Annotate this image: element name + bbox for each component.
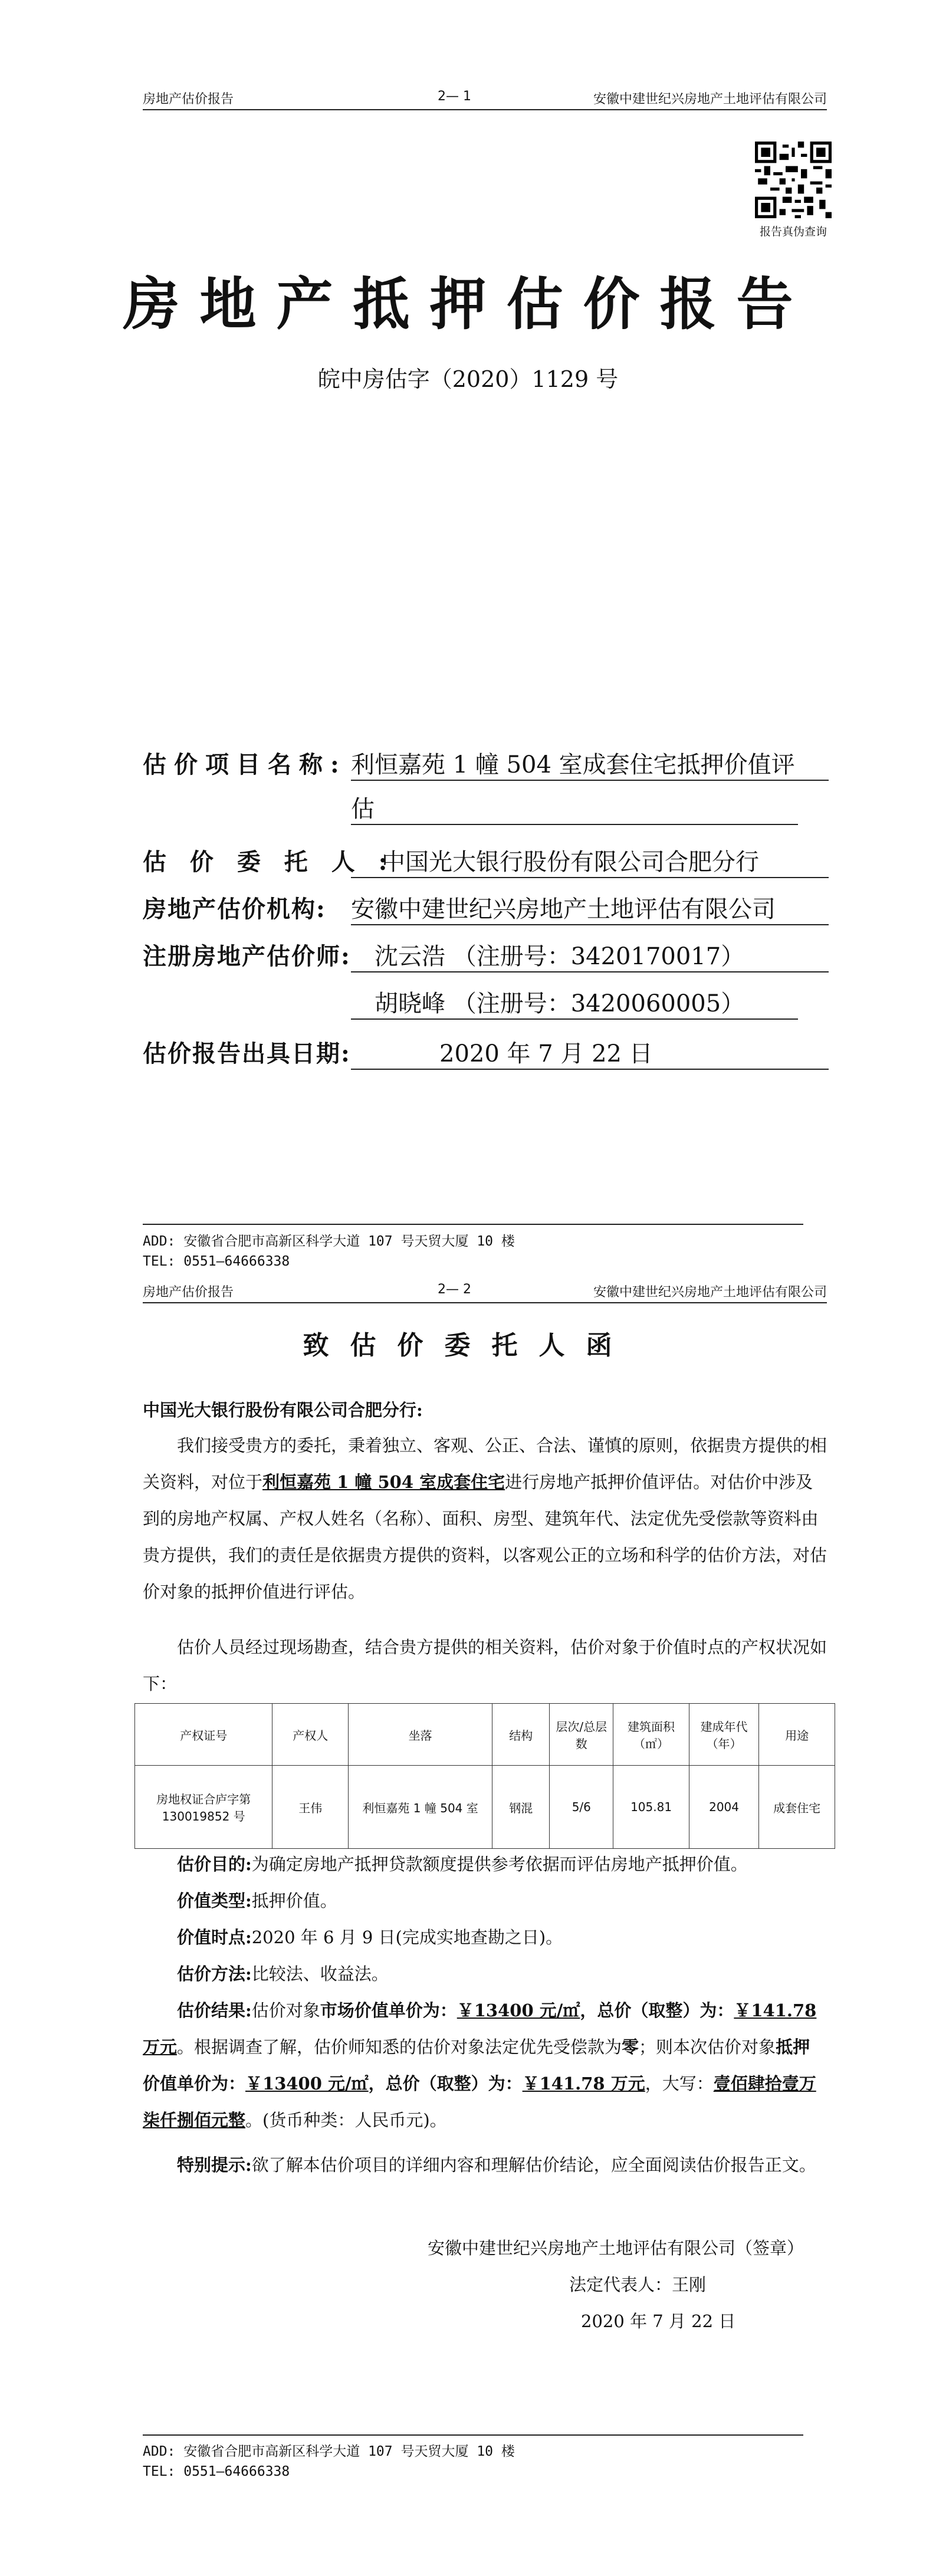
property-table — [134, 1703, 835, 1849]
project-row — [143, 746, 829, 781]
table-header: 结构 — [492, 1704, 550, 1766]
project-value: 利恒嘉苑 1 幢 504 室成套住宅抵押价值评 — [351, 746, 829, 781]
page2-footer — [143, 2442, 515, 2482]
method-line — [143, 1956, 827, 1992]
appraiser-row — [143, 938, 829, 972]
sign-company: 安徽中建世纪兴房地产土地评估有限公司（签章） — [428, 2238, 804, 2258]
para1-a: 我们接受贵方的委托，秉着独立、客观、公正、合法、谨慎的原则，依据贵方提供的相关资料，对位于 — [143, 1435, 827, 1492]
table-header: 坐落 — [349, 1704, 492, 1766]
result-t4: ，总价（取整）为： — [580, 2000, 734, 2020]
sign-date: 2020 年 7 月 22 日 — [581, 2311, 736, 2331]
appraiser-label: 注册房地产估价师: — [143, 942, 351, 970]
project-value-cont: 估 — [351, 790, 798, 825]
table-cell: 钢混 — [492, 1766, 550, 1849]
table-cell: 房地权证合庐字第 130019852 号 — [135, 1766, 272, 1849]
result-market-unit-price: ￥13400 元/㎡ — [456, 2000, 580, 2020]
table-header: 建筑面积（㎡） — [613, 1704, 689, 1766]
result-t8: ；则本次估价对象 — [639, 2037, 776, 2057]
result-label: 估价结果: — [177, 2000, 252, 2020]
header-company: 安徽中建世纪兴房地产土地评估有限公司 — [593, 92, 827, 107]
table-cell: 成套住宅 — [759, 1766, 835, 1849]
header-left: 房地产估价报告 — [143, 1285, 234, 1300]
valdate-label: 价值时点: — [177, 1927, 252, 1947]
method-value: 比较法、收益法。 — [251, 1964, 389, 1984]
client-row — [143, 843, 829, 878]
purpose-line — [143, 1846, 827, 1882]
table-cell: 王伟 — [272, 1766, 349, 1849]
paragraph-1 — [143, 1427, 827, 1610]
qr-caption: 报告真伪查询 — [759, 225, 827, 238]
salutation: 中国光大银行股份有限公司合肥分行: — [143, 1400, 423, 1420]
agency-row — [143, 891, 829, 925]
result-mortgage-total: ￥141.78 万元 — [522, 2074, 645, 2094]
result-amount-in-words: 壹佰肆拾壹万柒仟捌佰元整 — [143, 2074, 816, 2130]
agency-value: 安徽中建世纪兴房地产土地评估有限公司 — [351, 891, 829, 925]
header-left: 房地产估价报告 — [143, 92, 234, 107]
valtype-line — [143, 1882, 827, 1919]
footer-address: ADD: 安徽省合肥市高新区科学大道 107 号天贸大厦 10 楼 — [143, 2444, 515, 2459]
project-row-cont — [351, 790, 798, 825]
page1-footer — [143, 1231, 515, 1271]
table-header: 建成年代（年） — [689, 1704, 758, 1766]
client-value: 中国光大银行股份有限公司合肥分行 — [351, 843, 829, 878]
table-header: 产权人 — [272, 1704, 349, 1766]
valtype-value: 抵押价值。 — [251, 1891, 337, 1911]
date-row — [143, 1035, 829, 1070]
table-header: 用途 — [759, 1704, 835, 1766]
page2-header — [143, 1279, 827, 1303]
appraiser-2: 胡晓峰 （注册号：3420060005） — [351, 985, 798, 1020]
header-page-number: 2— 2 — [438, 1282, 471, 1297]
result-t13: ，大写： — [645, 2074, 714, 2094]
result-t2: 市场价值单价为： — [320, 2000, 457, 2020]
para1-property: 利恒嘉苑 1 幢 504 室成套住宅 — [262, 1472, 505, 1492]
date-value: 2020 年 7 月 22 日 — [351, 1035, 829, 1070]
result-priority-amount: 零 — [622, 2037, 639, 2057]
valtype-label: 价值类型: — [177, 1891, 252, 1911]
document-number: 皖中房估字（2020）1129 号 — [317, 366, 619, 392]
purpose-label: 估价目的: — [177, 1854, 252, 1874]
footer-address: ADD: 安徽省合肥市高新区科学大道 107 号天贸大厦 10 楼 — [143, 1234, 515, 1249]
para1-c: 进行房地产抵押价值评估。对估价中涉及到的房地产权属、产权人姓名（名称）、面积、房型、建筑年代、法定优先受偿款等资料由贵方提供，我们的责任是依据贵方提供的资料，以客观公正的立场和科学的估价方法，对估价对象的抵押价值进行评估。 — [143, 1472, 827, 1602]
result-t1: 估价对象 — [251, 2000, 320, 2020]
page2-footer-rule — [143, 2434, 803, 2436]
result-t15: 。(货币种类：人民币元)。 — [245, 2110, 447, 2130]
table-header-row — [135, 1704, 835, 1766]
footer-tel: TEL: 0551—64666338 — [143, 1254, 290, 1269]
project-label: 估价项目名称: — [143, 751, 347, 778]
qr-code-block — [755, 142, 832, 242]
table-row — [135, 1766, 835, 1849]
valdate-value: 2020 年 6 月 9 日(完成实地查勘之日)。 — [251, 1927, 563, 1947]
result-t9: 抵押价值单价为： — [143, 2037, 810, 2094]
table-header: 产权证号 — [135, 1704, 272, 1766]
table-cell: 2004 — [689, 1766, 758, 1849]
footer-tel: TEL: 0551—64666338 — [143, 2464, 290, 2479]
result-t6: 。根据调查了解，估价师知悉的估价对象法定优先受偿款为 — [177, 2037, 622, 2057]
result-market-total: ￥141.78 万元 — [143, 2000, 817, 2057]
table-cell: 105.81 — [613, 1766, 689, 1849]
client-label: 估 价 委 托 人 : — [143, 848, 395, 876]
paragraph-2: 估价人员经过现场勘查，结合贵方提供的相关资料，估价对象于价值时点的产权状况如下： — [143, 1637, 827, 1694]
result-mortgage-unit-price: ￥13400 元/㎡ — [245, 2074, 369, 2094]
date-label: 估价报告出具日期: — [143, 1040, 351, 1067]
agency-label: 房地产估价机构: — [143, 895, 326, 923]
header-page-number: 2— 1 — [438, 89, 471, 104]
notice-paragraph — [143, 2147, 827, 2183]
result-t11: ，总价（取整）为： — [368, 2074, 523, 2094]
qr-code-icon — [755, 142, 832, 218]
appraiser-row-2 — [351, 985, 798, 1020]
page1-header — [143, 86, 827, 110]
result-paragraph — [143, 1992, 827, 2138]
report-title: 房地产抵押估价报告 — [123, 271, 813, 337]
table-cell: 5/6 — [550, 1766, 613, 1849]
appraiser-1: 沈云浩 （注册号：3420170017） — [351, 938, 829, 972]
letter-title: 致估价委托人函 — [303, 1330, 633, 1361]
valdate-line — [143, 1919, 827, 1956]
table-cell: 利恒嘉苑 1 幢 504 室 — [349, 1766, 492, 1849]
page1-footer-rule — [143, 1224, 803, 1225]
table-header: 层次/总层数 — [550, 1704, 613, 1766]
notice-label: 特别提示: — [177, 2155, 252, 2175]
purpose-value: 为确定房地产抵押贷款额度提供参考依据而评估房地产抵押价值。 — [251, 1854, 748, 1874]
header-company: 安徽中建世纪兴房地产土地评估有限公司 — [593, 1285, 827, 1300]
notice-value: 欲了解本估价项目的详细内容和理解估价结论，应全面阅读估价报告正文。 — [251, 2155, 816, 2175]
method-label: 估价方法: — [177, 1964, 252, 1984]
sign-representative: 法定代表人：王刚 — [569, 2275, 707, 2295]
